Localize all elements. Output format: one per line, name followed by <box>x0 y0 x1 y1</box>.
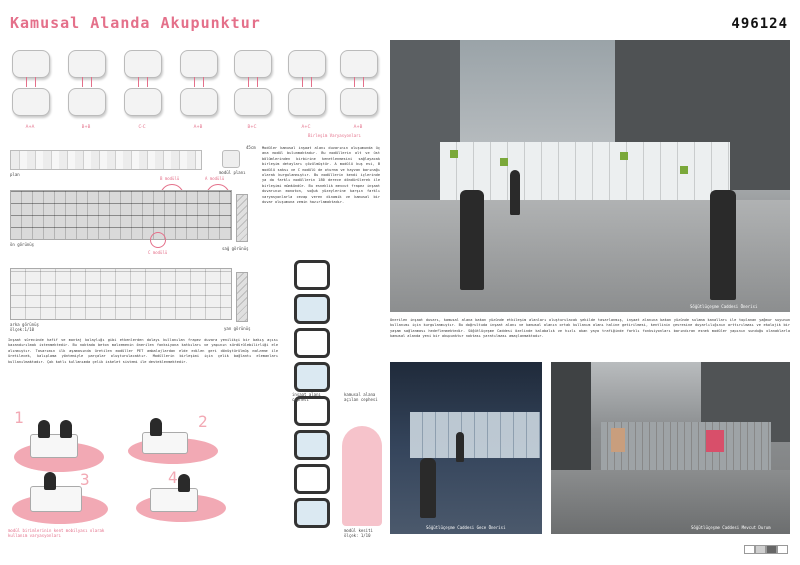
combination-a-b-2 <box>336 48 380 120</box>
side-elevation-drawing <box>236 272 248 322</box>
section-module <box>294 260 330 290</box>
combination-b-b <box>64 48 108 120</box>
c-module-label: C modülü <box>148 250 168 255</box>
combination-label: B+B <box>81 124 91 129</box>
back-view-label: arka görünüş <box>10 322 39 327</box>
section-module <box>294 464 330 494</box>
module-combinations <box>8 48 378 138</box>
right-elevation-drawing <box>236 194 248 242</box>
page-title: Kamusal Alanda Akupunktur <box>10 14 261 32</box>
main-photo-caption: Söğütlüçeşme Caddesi Önerisi <box>690 304 758 309</box>
design-description: Önerilen inşaat duvarı, kamusal alana bakan yüzünde etkileşim alanları oluşturulacak şekilde tasarlanmış, inşaat alanına bakan yüzünde sulama kanalları ile toplanan yağmur suyunun kullanımı için kurgulanmıştır. Bu doğrultuda inşaat alanı ve kamusal alanın ortak kullanım alanı haline getirilmesi, kentlinin çevresine duyarlılığının arttırılması ve ekolojik bir yaşam sağlanması hedeflenmektedir. Söğütlüçeşme Caddesi özelinde kalabalık ve hızlı akan yaya trafiğinde farklı fonksiyonları barındıran esnek modüler yapının sunduğu olanaklarla kamusal alanda yeni bir akupunktur noktası yaratılması amaçlanmaktadır. <box>390 318 790 339</box>
seating-variations <box>8 402 278 532</box>
module-plan-label: modül planı <box>219 170 246 175</box>
plant <box>500 158 508 166</box>
combination-a-c <box>284 48 328 120</box>
page-swatch <box>777 545 788 554</box>
front-elevation-drawing <box>10 190 232 240</box>
section-scale: ölçek: 1/10 <box>344 533 371 538</box>
b-module-label: B modülü <box>160 176 180 181</box>
dimension-label: 45cm <box>246 145 256 150</box>
public-side-label: kamusal alana açılan cephesi <box>344 392 378 402</box>
person-silhouette <box>456 432 464 462</box>
combination-label: A+B <box>353 124 363 129</box>
page-swatch <box>755 545 766 554</box>
combination-b-c <box>230 48 274 120</box>
person-silhouette <box>150 418 162 436</box>
person-silhouette <box>178 474 190 492</box>
person-silhouette <box>420 458 436 518</box>
module-description: Modüler kamusal inşaat alanı duvarının oluşumunda üç ana modül bulunmaktadır. Bu modüllerin alt ve üst bölümlerinden birbirine kenetlenmesini sağlayacak birleşim detayları çözülmüştür. A modülü kuş evi, B modülü saksı ve C modülü de oturma ve hayvan barınağı olarak kurgulanmıştır. Bu modüllerin kendi içlerinde ya da farklı modüllerin 180 derece döndürülerek ile birleşimi mümkündür. Bu esneklik mevcut frapez inşaat duvarının monoton, soğuk yüzeylerine karşın farklı varyasyonlarla cevap veren dinamik ve kamusal bir duvar oluşumuna zemin hazırlamaktadır. <box>262 146 380 205</box>
section-module <box>294 362 330 392</box>
plan-label: plan <box>10 172 20 177</box>
seating-module <box>30 486 82 512</box>
right-view-label: sağ görünüş <box>222 246 249 251</box>
combination-label: A+C <box>301 124 311 129</box>
plant <box>620 152 628 160</box>
combination-a-a <box>8 48 52 120</box>
combination-c-c <box>120 48 164 120</box>
material-description: İnşaat sürecinde hafif ve montaj kolaylığı gibi etkenlerden dolayı kullanılan frapez duvara yenilikçi bir bakış açısı kazandırılmak istenmektedir. Bu noktada beton malzemenin önerilen fonksiyona katkıları ve yapının sürdürülebilirliği ele alınmıştır. Tasarımın ilk aşamasında üretilen modüller PET ambalajlardan elde edilen geri dönüştürülmüş malzeme ile üretilecek, kalıplama yöntemiyle parçalar oluşturulacaktır. Modüllerin birleşimi için çelik bağlantı elemanları kullanılmaktadır. Çok katlı kullanımda çelik iskelet sistemi ile desteklenmektedir. <box>8 338 278 364</box>
existing-photo-caption: Söğütlüçeşme Caddesi Mevcut Durum <box>691 525 771 530</box>
person-silhouette <box>38 420 50 438</box>
night-photo-caption: Söğütlüçeşme Caddesi Gece Önerisi <box>426 525 506 530</box>
plant <box>450 150 458 158</box>
variation-number: 4 <box>168 468 178 487</box>
variation-number: 1 <box>14 408 24 427</box>
back-elevation-drawing <box>10 268 232 320</box>
main-rendering <box>390 40 790 312</box>
poster <box>706 430 724 452</box>
variation-number: 2 <box>198 412 208 431</box>
section-module <box>294 328 330 358</box>
person-silhouette <box>460 190 484 290</box>
side-view-label: yan görünüş <box>224 326 251 331</box>
combinations-caption: Birleşim Varyasyonları <box>308 133 361 138</box>
modular-wall <box>410 412 540 458</box>
section-module <box>294 294 330 324</box>
combination-label: A+A <box>25 124 35 129</box>
section-caption: modül kesiti <box>344 528 373 533</box>
c-module-highlight <box>150 232 166 248</box>
project-number: 496124 <box>731 16 788 32</box>
person-silhouette <box>510 170 520 215</box>
person-silhouette <box>60 420 72 438</box>
page-swatch <box>744 545 755 554</box>
hoarding-wall <box>601 422 771 470</box>
person-silhouette <box>44 472 56 490</box>
module-plan-drawing <box>222 150 240 168</box>
page-swatch <box>766 545 777 554</box>
a-module-label: A modülü <box>205 176 225 181</box>
person-silhouette <box>710 190 736 300</box>
pink-person-silhouette <box>342 426 382 526</box>
combination-label: C-C <box>138 124 146 129</box>
front-view-label: ön görünüş <box>10 242 35 247</box>
combination-label: A+B <box>193 124 203 129</box>
building-left <box>551 362 591 472</box>
back-view-scale: ölçek:1/10 <box>10 327 35 332</box>
plant <box>680 166 688 174</box>
combination-label: B+C <box>247 124 257 129</box>
variation-number: 3 <box>80 470 90 489</box>
seating-module <box>142 432 188 454</box>
poster <box>611 428 625 452</box>
section-module <box>294 430 330 460</box>
night-rendering <box>390 362 542 534</box>
seating-caption: modül birimlerinin kent mobilyası olarak kullanım varyasyonları <box>8 528 105 538</box>
plan-drawing <box>10 150 202 170</box>
combination-a-b <box>176 48 220 120</box>
section-module <box>294 498 330 528</box>
existing-condition-photo <box>551 362 790 534</box>
seating-module <box>150 488 198 512</box>
construction-side-label: inşaat alanı cephesi <box>292 392 321 402</box>
